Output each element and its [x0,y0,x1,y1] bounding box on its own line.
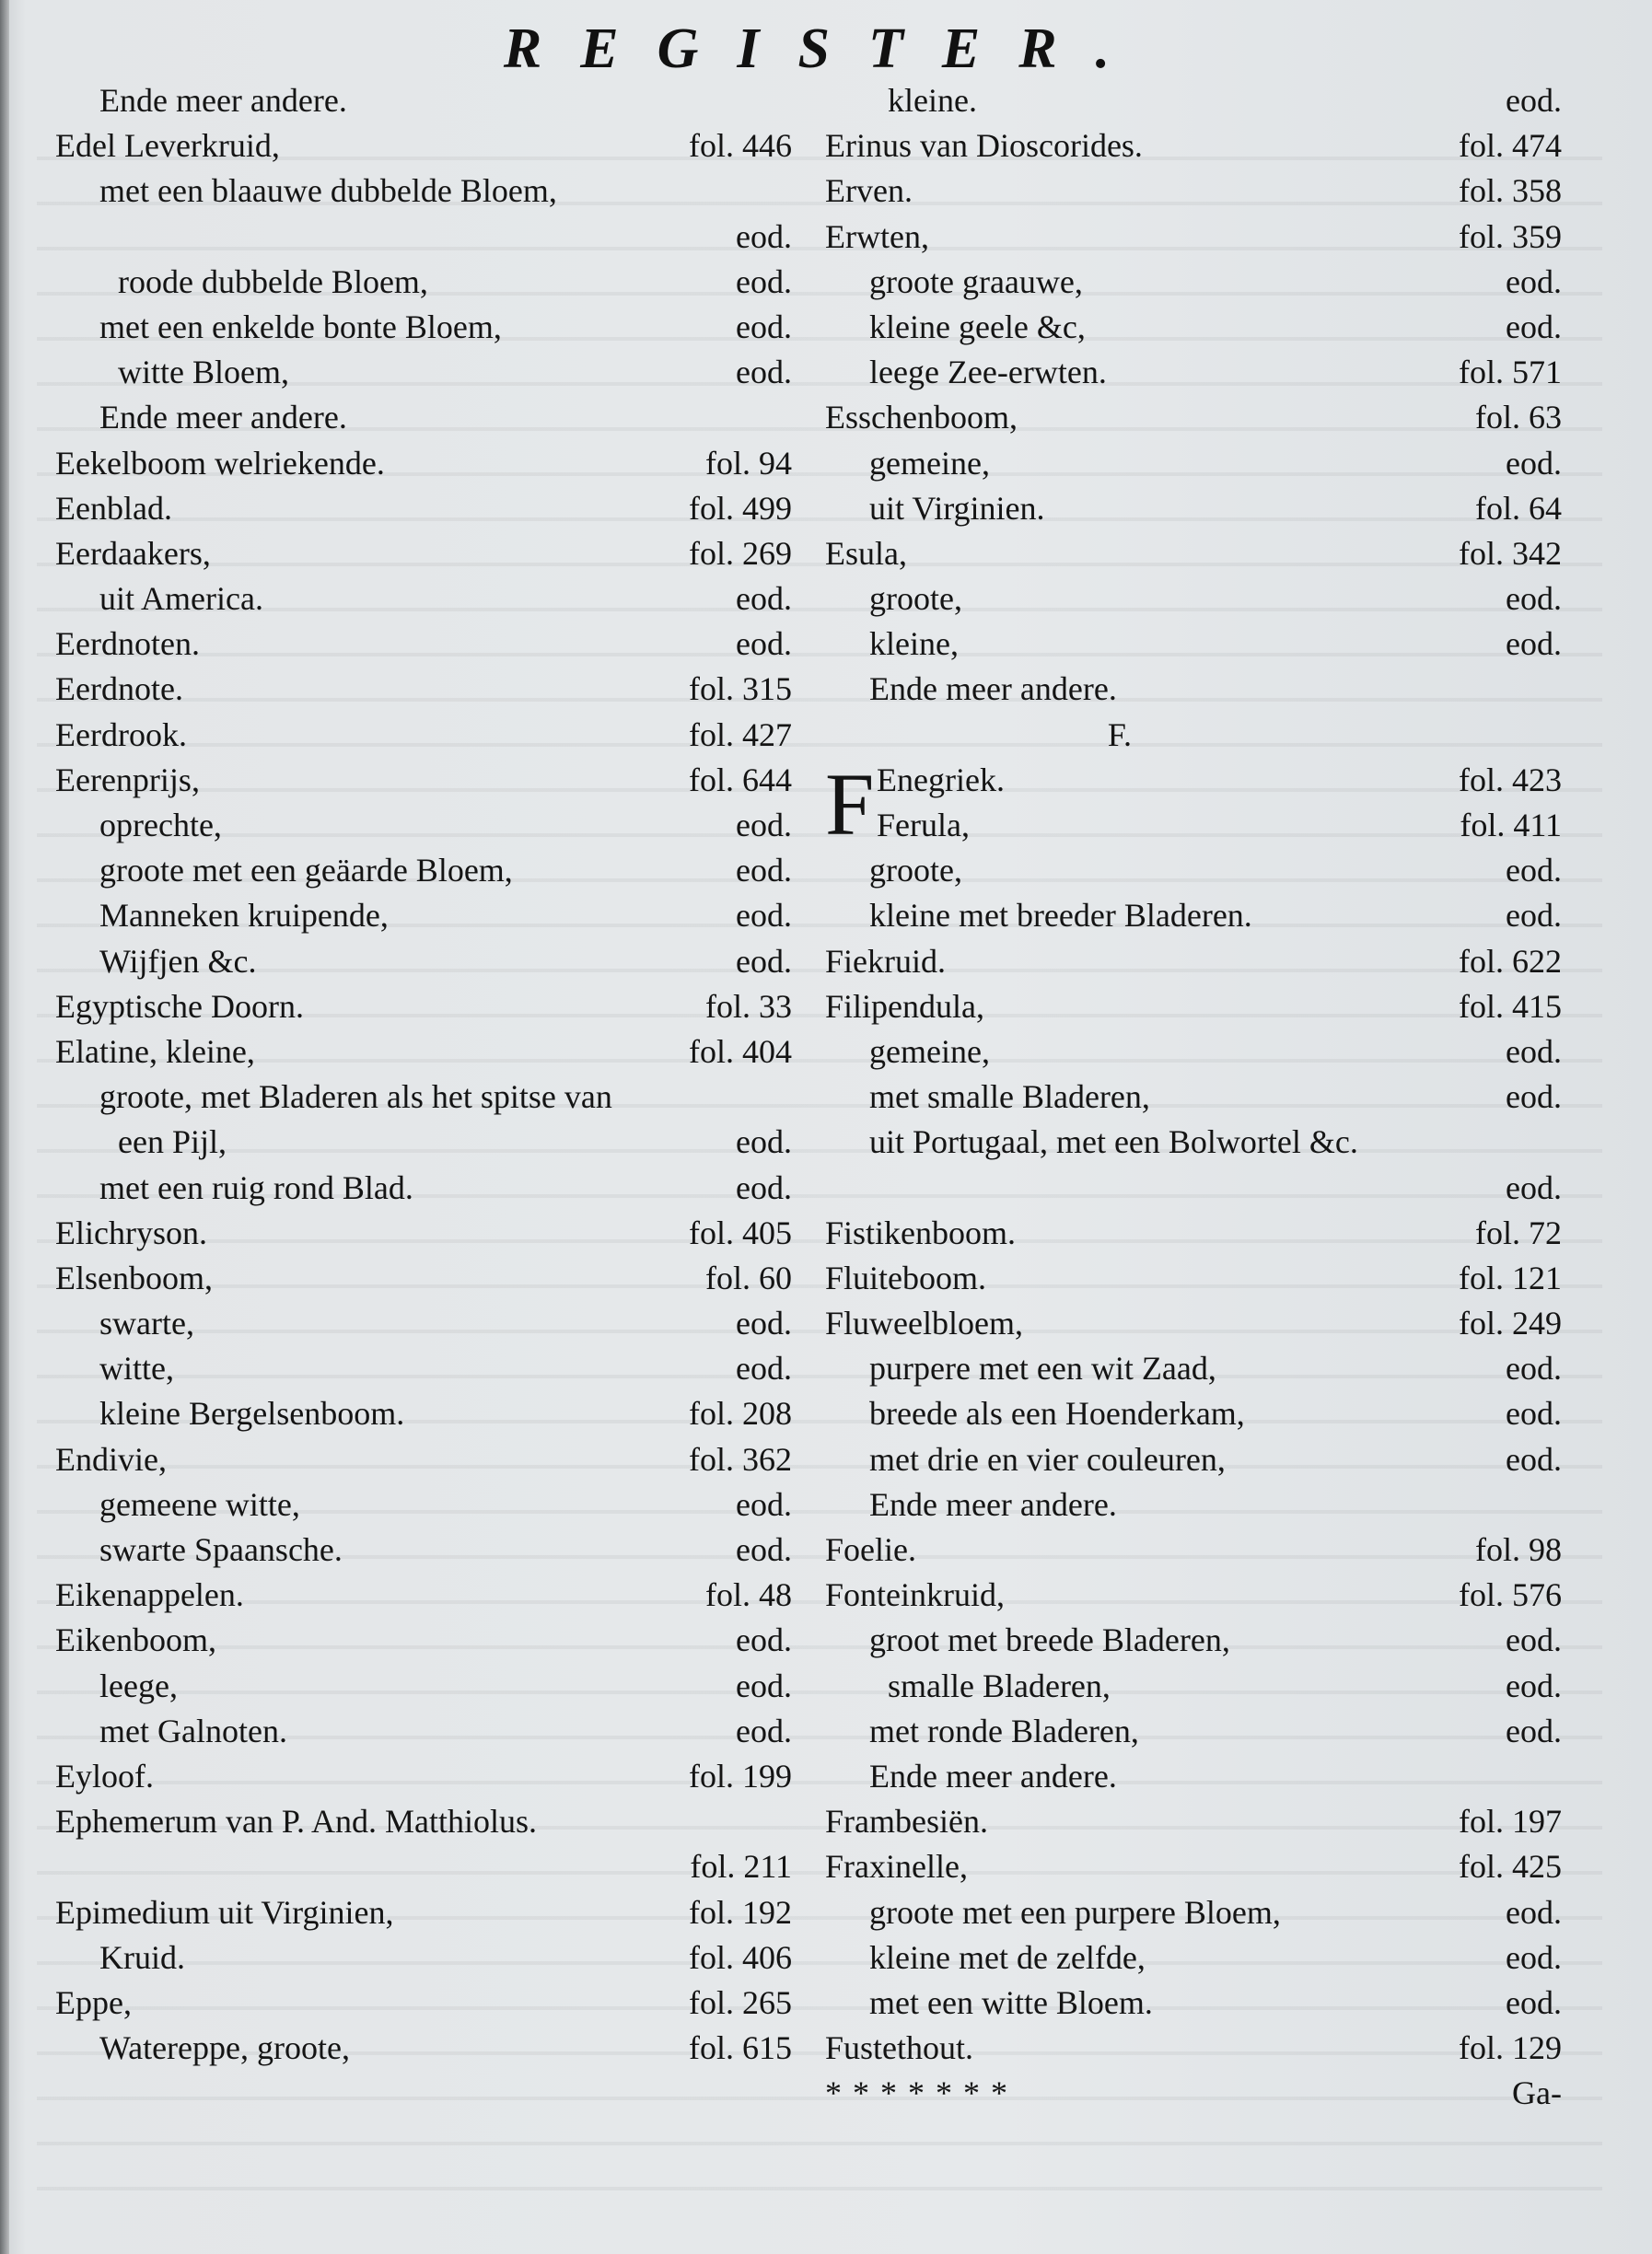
entry-folio: eod. [1506,1078,1562,1116]
register-entry [825,1754,1562,1799]
entry-term: Edel Leverkruid, [55,127,280,165]
entry-term: Ende meer andere. [869,1757,1117,1795]
entry-term: swarte, [99,1305,194,1342]
entry-folio: eod. [1506,1350,1562,1388]
register-entry [55,1528,792,1573]
register-entry [825,123,1562,168]
register-entry [825,576,1562,622]
entry-term: Elatine, kleine, [55,1032,255,1070]
entry-term: Fustethout. [825,2029,974,2067]
register-entry [825,848,1562,893]
register-entry [825,441,1562,486]
register-entry [55,531,792,576]
entry-term: witte Bloem, [118,354,289,391]
entry-term: een Pijl, [118,1123,227,1161]
entry-folio: fol. 72 [1475,1214,1562,1251]
register-entry [55,2026,792,2071]
entry-term: groote, [869,852,962,889]
register-entry [825,395,1562,440]
entry-folio: eod. [736,1168,792,1206]
entry-folio: eod. [736,217,792,255]
entry-term: met drie en vier couleuren, [869,1440,1226,1478]
entry-term: Eenblad. [55,489,172,527]
register-entry [825,215,1562,260]
entry-folio: fol. 427 [689,715,792,753]
register-entry [55,1754,792,1799]
entry-folio: eod. [1506,1032,1562,1070]
entry-term: groote graauwe, [869,262,1083,300]
entry-term: Esula, [825,534,907,572]
entry-term: uit America. [99,580,263,618]
entry-term: roode dubbelde Bloem, [118,262,428,300]
register-entry [825,803,1562,848]
entry-folio: fol. 269 [689,534,792,572]
register-entry [825,1618,1562,1663]
entry-term: Ferula, [877,807,970,843]
entry-term: Eerenprijs, [55,761,200,798]
register-entry [55,1029,792,1075]
register-entry [825,667,1562,712]
entry-term: Kruid. [99,1938,185,1976]
entry-folio: fol. 121 [1459,1259,1562,1296]
entry-term: oprechte, [99,807,222,843]
register-entry [825,1256,1562,1301]
entry-folio: eod. [736,1712,792,1749]
entry-folio: eod. [736,308,792,345]
entry-folio: fol. 405 [689,1214,792,1251]
entry-folio: eod. [1506,262,1562,300]
entry-term: Eerdnote. [55,670,183,708]
register-entry [55,1799,792,1844]
entry-term: Eyloof. [55,1757,154,1795]
register-entry [55,984,792,1029]
entry-folio: eod. [736,852,792,889]
entry-term: Elsenboom, [55,1259,213,1296]
register-entry [825,1120,1562,1165]
entry-folio: eod. [736,1350,792,1388]
entry-term: Endivie, [55,1440,167,1478]
entry-folio: fol. 358 [1459,172,1562,210]
entry-folio: eod. [736,1621,792,1659]
register-entry [55,1664,792,1709]
register-entry [825,1346,1562,1391]
entry-folio: fol. 406 [689,1938,792,1976]
entry-term: Fonteinkruid, [825,1576,1005,1614]
entry-folio: fol. 404 [689,1032,792,1070]
entry-folio: fol. 249 [1459,1305,1562,1342]
entry-folio: eod. [736,1305,792,1342]
entry-folio: fol. 576 [1459,1576,1562,1614]
entry-term: Epimedium uit Virginien, [55,1893,394,1931]
entry-folio: fol. 48 [705,1576,792,1614]
entry-folio: eod. [736,354,792,391]
entry-folio: fol. 98 [1475,1531,1562,1568]
entry-term: Eppe, [55,1983,132,2021]
entry-folio: eod. [736,807,792,843]
entry-folio: eod. [736,897,792,935]
right-column [825,78,1562,2116]
entry-folio: eod. [736,1531,792,1568]
register-entry [55,350,792,395]
entry-term: Eerdrook. [55,715,187,753]
register-entry [55,622,792,667]
entry-term: Eekelboom welriekende. [55,444,385,482]
entry-folio: fol. 622 [1459,942,1562,980]
entry-term: Erinus van Dioscorides. [825,127,1143,165]
register-entry [55,1482,792,1528]
drop-capital: F [825,754,875,854]
register-entry [825,350,1562,395]
entry-folio: eod. [736,1667,792,1704]
entry-folio: fol. 315 [689,670,792,708]
entry-term: leege, [99,1667,178,1704]
register-entry [55,667,792,712]
register-entry [55,78,792,123]
entry-term: Fistikenboom. [825,1214,1017,1251]
entry-term: met smalle Bladeren, [869,1078,1150,1116]
entry-folio: fol. 474 [1459,127,1562,165]
entry-folio: fol. 615 [689,2029,792,2067]
entry-folio: fol. 423 [1459,761,1562,798]
entry-term: groote, met Bladeren als het spitse van [99,1078,612,1116]
entry-folio: fol. 342 [1459,534,1562,572]
entry-term: leege Zee-erwten. [869,354,1107,391]
register-entry [55,1573,792,1618]
entry-term: met een blaauwe dubbelde Bloem, [99,172,557,210]
entry-term: Enegriek. [877,761,1005,798]
register-entry [825,1482,1562,1528]
entry-folio: eod. [736,1485,792,1523]
entry-term: uit Portugaal, met een Bolwortel &c. [869,1123,1358,1161]
register-entry [825,622,1562,667]
register-entry [55,1075,792,1120]
register-entry [825,1664,1562,1709]
entry-folio: eod. [1506,625,1562,663]
entry-term: Eerdnoten. [55,625,200,663]
register-entry [825,1029,1562,1075]
register-entry [55,758,792,803]
register-entry [825,1799,1562,1844]
register-entry [55,1120,792,1165]
entry-term: Fluiteboom. [825,1259,987,1296]
register-entry [825,486,1562,531]
entry-term: kleine met de zelfde, [869,1938,1146,1976]
entry-term: Elichryson. [55,1214,207,1251]
entry-term: met een ruig rond Blad. [99,1168,413,1206]
entry-folio: fol. 415 [1459,987,1562,1025]
entry-term: purpere met een wit Zaad, [869,1350,1216,1388]
entry-term: groot met breede Bladeren, [869,1621,1230,1659]
register-entry [825,531,1562,576]
register-entry [55,441,792,486]
entry-term: groote met een geäarde Bloem, [99,852,513,889]
register-entry [825,78,1562,123]
entry-term: Fiekruid. [825,942,946,980]
register-entry [55,168,792,214]
entry-folio: fol. 129 [1459,2029,1562,2067]
entry-folio: fol. 211 [690,1848,792,1886]
entry-folio: fol. 208 [689,1395,792,1433]
register-entry [825,984,1562,1029]
entry-term: gemeine, [869,1032,990,1070]
ornament-stars: ******* [825,2074,1018,2112]
register-entry [825,1166,1562,1211]
register-entry [55,1166,792,1211]
entry-folio: eod. [736,1123,792,1161]
register-entry [825,1935,1562,1981]
entry-term: met Galnoten. [99,1712,287,1749]
entry-folio: fol. 571 [1459,354,1562,391]
left-column [55,78,792,2071]
entry-folio: fol. 362 [689,1440,792,1478]
register-entry [825,1391,1562,1436]
register-entry [55,848,792,893]
entry-folio: fol. 197 [1459,1803,1562,1841]
entry-folio: fol. 64 [1475,489,1562,527]
entry-folio: eod. [1506,1168,1562,1206]
register-entry [55,803,792,848]
entry-term: groote, [869,580,962,618]
entry-term: kleine met breeder Bladeren. [869,897,1252,935]
entry-folio: eod. [1506,1395,1562,1433]
entry-term: Erven. [825,172,913,210]
entry-folio: eod. [1506,1667,1562,1704]
register-entry [55,395,792,440]
page-title: REGISTER. [503,17,1149,80]
register-entry [825,713,1562,758]
entry-term: Foelie. [825,1531,916,1568]
register-entry [55,939,792,984]
entry-folio: fol. 33 [705,987,792,1025]
register-entry [55,1391,792,1436]
entry-term: Ende meer andere. [869,670,1117,708]
register-entry [825,1709,1562,1754]
entry-folio: fol. 359 [1459,217,1562,255]
entry-folio: eod. [1506,1983,1562,2021]
book-spine-shadow [0,0,9,2254]
entry-term: Ende meer andere. [99,399,347,436]
entry-term: swarte Spaansche. [99,1531,343,1568]
register-entry [55,486,792,531]
entry-term: Filipendula, [825,987,984,1025]
entry-folio: fol. 199 [689,1757,792,1795]
register-entry [825,1844,1562,1889]
register-entry [55,1709,792,1754]
entry-folio: eod. [1506,1893,1562,1931]
register-entry [55,260,792,305]
register-entry [55,1981,792,2026]
entry-term: Ephemerum van P. And. Matthiolus. [55,1803,537,1841]
entry-folio: fol. 63 [1475,399,1562,436]
entry-folio: fol. 411 [1460,807,1562,843]
entry-term: Manneken kruipende, [99,897,389,935]
register-entry [825,1075,1562,1120]
register-entry [55,215,792,260]
entry-term: met een enkelde bonte Bloem, [99,308,502,345]
entry-folio: fol. 60 [705,1259,792,1296]
register-entry [825,305,1562,350]
register-entry [825,1301,1562,1346]
register-entry [55,1211,792,1256]
register-entry [55,1346,792,1391]
entry-term: Frambesiën. [825,1803,988,1841]
register-entry [55,893,792,938]
entry-folio: eod. [1506,580,1562,618]
entry-folio: eod. [1506,1938,1562,1976]
register-entry [825,1528,1562,1573]
entry-term: F. [1107,715,1133,753]
entry-folio: eod. [1506,897,1562,935]
register-entry [55,1890,792,1935]
entry-folio: eod. [1506,852,1562,889]
entry-term: Watereppe, groote, [99,2029,350,2067]
entry-term: Eerdaakers, [55,534,211,572]
register-entry [825,893,1562,938]
entry-folio: eod. [1506,1621,1562,1659]
register-entry [825,1437,1562,1482]
register-entry [55,305,792,350]
register-entry [55,576,792,622]
entry-folio: fol. 644 [689,761,792,798]
entry-folio: fol. 499 [689,489,792,527]
entry-term: Ende meer andere. [99,82,347,119]
entry-folio: fol. 192 [689,1893,792,1931]
entry-folio: eod. [1506,1712,1562,1749]
entry-folio: eod. [736,262,792,300]
entry-term: kleine Bergelsenboom. [99,1395,405,1433]
register-entry [825,1573,1562,1618]
entry-folio: fol. 265 [689,1983,792,2021]
register-entry [825,1981,1562,2026]
register-entry [825,1890,1562,1935]
entry-folio: fol. 425 [1459,1848,1562,1886]
entry-term: met een witte Bloem. [869,1983,1153,2021]
entry-term: uit Virginien. [869,489,1045,527]
entry-term: Fluweelbloem, [825,1305,1023,1342]
entry-folio: eod. [736,942,792,980]
register-entry [55,713,792,758]
register-entry [825,1211,1562,1256]
register-entry [55,1935,792,1981]
register-entry [55,1437,792,1482]
entry-term: gemeine, [869,444,990,482]
entry-term: Wijfjen &c. [99,942,257,980]
register-entry [55,1844,792,1889]
entry-term: Ende meer andere. [869,1485,1117,1523]
entry-folio: eod. [736,625,792,663]
register-entry [55,1301,792,1346]
register-entry [55,1256,792,1301]
entry-term: gemeene witte, [99,1485,300,1523]
register-entry [825,168,1562,214]
entry-folio: eod. [1506,1440,1562,1478]
entry-term: witte, [99,1350,174,1388]
register-entry [825,939,1562,984]
entry-term: met ronde Bladeren, [869,1712,1139,1749]
entry-term: Eikenboom, [55,1621,216,1659]
entry-term: kleine, [869,625,959,663]
register-entry [825,2026,1562,2071]
entry-term: Egyptische Doorn. [55,987,304,1025]
entry-folio: eod. [736,580,792,618]
entry-folio: fol. 94 [705,444,792,482]
entry-folio: eod. [1506,308,1562,345]
register-entry [55,1618,792,1663]
page-footer [825,2071,1562,2116]
entry-term: Fraxinelle, [825,1848,968,1886]
entry-folio: fol. 446 [689,127,792,165]
register-entry [825,260,1562,305]
entry-term: Eikenappelen. [55,1576,244,1614]
entry-term: Esschenboom, [825,399,1018,436]
entry-term: groote met een purpere Bloem, [869,1893,1281,1931]
register-entry [55,123,792,168]
entry-folio: eod. [1506,82,1562,119]
entry-folio: eod. [1506,444,1562,482]
entry-term: kleine. [888,82,977,119]
entry-term: breede als een Hoenderkam, [869,1395,1245,1433]
catchword: Ga- [1512,2074,1562,2112]
entry-term: kleine geele &c, [869,308,1086,345]
entry-term: Erwten, [825,217,929,255]
entry-term: smalle Bladeren, [888,1667,1111,1704]
